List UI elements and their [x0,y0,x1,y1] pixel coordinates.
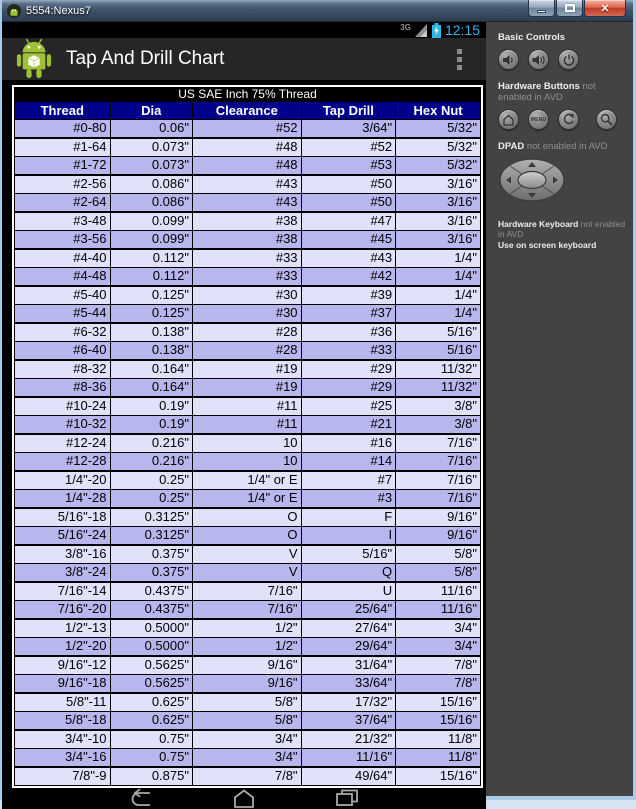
table-cell: 31/64" [301,656,396,675]
table-cell: 0.099" [110,231,192,250]
table-cell: 0.112" [110,249,192,268]
table-cell: #2-64 [15,194,111,213]
table-cell: 10 [192,453,301,472]
table-cell: 9/16" [192,656,301,675]
table-cell: 5/8" [192,693,301,712]
minimize-button[interactable] [528,0,555,17]
table-cell: 0.125" [110,286,192,305]
table-cell: 3/16" [396,194,481,213]
table-cell: #5-40 [15,286,111,305]
table-cell: #1-64 [15,138,111,157]
window-titlebar[interactable] [2,0,633,22]
table-cell: 3/4"-16 [15,749,111,768]
table-cell: #12-28 [15,453,111,472]
close-button[interactable] [584,0,626,17]
table-cell: 5/8"-18 [15,712,111,731]
table-cell: #10-24 [15,397,111,416]
table-row [15,490,481,509]
table-cell: 25/64" [301,601,396,620]
table-cell: 0.164" [110,379,192,398]
volume-down-button[interactable] [498,49,519,70]
back-icon [562,113,575,126]
menu-icon: MENU [530,116,547,123]
table-cell: 0.5000" [110,619,192,638]
table-cell: 7/8"-9 [15,767,111,786]
table-cell: 3/4" [192,730,301,749]
table-cell: 7/8" [396,675,481,694]
table-cell: 0.06" [110,120,192,139]
table-cell: 0.19" [110,397,192,416]
table-cell: 5/32" [396,138,481,157]
app-title: Tap And Drill Chart [66,48,225,69]
table-cell: 9/16"-12 [15,656,111,675]
hardware-keyboard-label: Hardware Keyboard not enabled in AVD [498,219,626,239]
table-cell: 15/16" [396,712,481,731]
table-cell: #29 [301,360,396,379]
table-cell: 3/4" [396,619,481,638]
table-cell: 27/64" [301,619,396,638]
table-cell: 0.216" [110,434,192,453]
power-icon [563,54,575,66]
table-cell: #45 [301,231,396,250]
table-cell: 1/4" or E [192,490,301,509]
android-nav-bar [2,788,486,809]
table-cell: 0.625" [110,693,192,712]
nav-recents-button[interactable] [334,788,360,809]
table-cell: #39 [301,286,396,305]
table-cell: #4-48 [15,268,111,287]
table-row [15,749,481,768]
table-cell: 9/16"-18 [15,675,111,694]
table-cell: 0.75" [110,730,192,749]
table-cell: #10-32 [15,416,111,435]
drill-table [14,101,481,786]
clock: 12:15 [444,22,480,38]
table-cell: 0.073" [110,138,192,157]
table-cell: 11/8" [396,730,481,749]
table-cell: #30 [192,286,301,305]
table-cell: 1/4" [396,286,481,305]
table-cell: 3/16" [396,212,481,231]
table-cell: #48 [192,157,301,176]
table-row [15,508,481,527]
table-cell: #8-36 [15,379,111,398]
table-cell: 0.086" [110,175,192,194]
table-row [15,693,481,712]
table-cell: 0.164" [110,360,192,379]
table-cell: #4-40 [15,249,111,268]
table-cell: 7/16" [396,434,481,453]
table-cell: 0.25" [110,490,192,509]
table-cell: #29 [301,379,396,398]
table-cell: #25 [301,397,396,416]
emulator-screen [2,22,486,796]
table-row [15,268,481,287]
table-row [15,120,481,139]
table-cell: 11/16" [396,601,481,620]
table-cell: 3/8" [396,397,481,416]
network-type-label: 3G [400,22,411,32]
table-cell: 9/16" [396,527,481,546]
home-icon [502,114,515,126]
table-cell: 1/4" [396,268,481,287]
table-row [15,286,481,305]
table-cell: 0.099" [110,212,192,231]
table-cell: 0.875" [110,767,192,786]
table-cell: 3/16" [396,175,481,194]
table-row [15,601,481,620]
signal-strength-icon [415,24,428,37]
table-cell: #3-48 [15,212,111,231]
col-thread: Thread [15,102,111,120]
table-cell: #53 [301,157,396,176]
table-cell: #7 [301,471,396,490]
table-cell: 1/2" [192,619,301,638]
table-row [15,656,481,675]
table-cell: 0.086" [110,194,192,213]
table-cell: 0.75" [110,749,192,768]
table-cell: 5/16"-24 [15,527,111,546]
table-cell: #48 [192,138,301,157]
window-title: 5554:Nexus7 [26,4,91,17]
maximize-button[interactable] [556,0,583,17]
table-cell: 7/8" [192,767,301,786]
table-title: US SAE Inch 75% Thread [14,87,481,101]
table-cell: #11 [192,416,301,435]
battery-charging-icon [432,23,441,38]
table-cell: 5/8" [192,712,301,731]
col-tap-drill: Tap Drill [301,102,396,120]
hardware-buttons-label: Hardware Buttons not enabled in AVD [498,81,596,103]
power-button[interactable] [558,49,579,70]
table-row [15,397,481,416]
table-cell: 3/16" [396,231,481,250]
table-cell: 0.4375" [110,582,192,601]
app-action-bar [2,38,486,80]
table-row [15,379,481,398]
table-cell: 7/16" [396,490,481,509]
table-row [15,231,481,250]
table-cell: 1/2"-13 [15,619,111,638]
table-row [15,619,481,638]
table-cell: 0.5625" [110,656,192,675]
table-cell: #52 [301,138,396,157]
table-cell: F [301,508,396,527]
table-cell: 3/4" [396,638,481,657]
close-icon: ✕ [600,2,610,15]
table-cell: #16 [301,434,396,453]
table-cell: 3/8"-24 [15,564,111,583]
table-cell: #2-56 [15,175,111,194]
table-cell: #30 [192,305,301,324]
drill-table-body [15,120,481,786]
table-row [15,712,481,731]
col-clearance: Clearance [192,102,301,120]
table-cell: 1/2" [192,638,301,657]
table-cell: #14 [301,453,396,472]
table-cell: 3/8"-16 [15,545,111,564]
table-cell: #19 [192,379,301,398]
table-cell: #42 [301,268,396,287]
table-cell: 49/64" [301,767,396,786]
keyboard-hint-label: Use on screen keyboard [498,240,597,250]
table-cell: 0.138" [110,342,192,361]
table-cell: 1/4" [396,305,481,324]
table-cell: 5/16"-18 [15,508,111,527]
table-row [15,545,481,564]
table-cell: 9/16" [192,675,301,694]
table-row [15,212,481,231]
table-row [15,360,481,379]
table-cell: 7/16"-20 [15,601,111,620]
volume-down-icon [502,54,515,66]
table-cell: 0.138" [110,323,192,342]
table-cell: 5/32" [396,120,481,139]
table-cell: #38 [192,231,301,250]
table-cell: 0.125" [110,305,192,324]
table-cell: #12-24 [15,434,111,453]
table-cell: #36 [301,323,396,342]
table-cell: 11/32" [396,379,481,398]
table-row [15,249,481,268]
table-cell: #28 [192,342,301,361]
volume-up-icon [532,54,546,66]
table-row [15,582,481,601]
table-row [15,730,481,749]
col-hex-nut: Hex Nut [396,102,481,120]
drill-chart-area[interactable] [2,80,486,788]
table-cell: 0.375" [110,564,192,583]
table-row [15,175,481,194]
table-cell: #8-32 [15,360,111,379]
table-cell: #43 [301,249,396,268]
table-cell: #6-40 [15,342,111,361]
table-cell: #28 [192,323,301,342]
table-cell: 10 [192,434,301,453]
table-cell: 0.375" [110,545,192,564]
table-cell: 5/8" [396,545,481,564]
table-cell: 0.216" [110,453,192,472]
table-row [15,638,481,657]
table-cell: 9/16" [396,508,481,527]
table-cell: 11/16" [396,582,481,601]
table-cell: 3/8" [396,416,481,435]
table-cell: 1/4"-28 [15,490,111,509]
table-cell: 3/4" [192,749,301,768]
dpad-control[interactable] [498,157,566,203]
table-cell: 1/4" [396,249,481,268]
table-cell: V [192,564,301,583]
table-row [15,564,481,583]
table-row [15,342,481,361]
table-row [15,434,481,453]
table-cell: 5/16" [396,342,481,361]
table-cell: 15/16" [396,693,481,712]
table-cell: #5-44 [15,305,111,324]
table-cell: 3/4"-10 [15,730,111,749]
table-cell: #43 [192,194,301,213]
table-row [15,767,481,786]
table-cell: 3/64" [301,120,396,139]
table-cell: 11/8" [396,749,481,768]
table-cell: Q [301,564,396,583]
table-cell: 0.3125" [110,527,192,546]
table-cell: #33 [301,342,396,361]
table-cell: 5/8" [396,564,481,583]
maximize-icon [565,4,575,12]
table-cell: 7/16" [396,453,481,472]
table-cell: 7/8" [396,656,481,675]
table-cell: 1/4"-20 [15,471,111,490]
basic-controls-label: Basic Controls [498,32,566,43]
android-robot-icon [15,38,53,80]
table-cell: #38 [192,212,301,231]
table-row [15,194,481,213]
menu-button[interactable] [528,109,549,130]
table-cell: #1-72 [15,157,111,176]
table-cell: 15/16" [396,767,481,786]
table-row [15,453,481,472]
minimize-icon [537,10,546,13]
table-cell: 5/32" [396,157,481,176]
table-cell: 0.073" [110,157,192,176]
table-cell: V [192,545,301,564]
table-cell: 17/32" [301,693,396,712]
table-cell: 29/64" [301,638,396,657]
emulator-control-panel [486,22,633,796]
table-cell: O [192,527,301,546]
table-cell: #43 [192,175,301,194]
table-cell: 7/16"-14 [15,582,111,601]
table-cell: #47 [301,212,396,231]
table-row [15,157,481,176]
table-cell: I [301,527,396,546]
table-row [15,305,481,324]
table-cell: #21 [301,416,396,435]
table-cell: 5/16" [301,545,396,564]
table-cell: #3-56 [15,231,111,250]
table-cell: 0.112" [110,268,192,287]
table-cell: 0.4375" [110,601,192,620]
table-cell: 7/16" [192,582,301,601]
table-cell: 33/64" [301,675,396,694]
table-cell: 21/32" [301,730,396,749]
home-button[interactable] [498,109,519,130]
table-cell: 5/16" [396,323,481,342]
table-cell: 0.3125" [110,508,192,527]
table-cell: #37 [301,305,396,324]
table-cell: #0-80 [15,120,111,139]
table-cell: 37/64" [301,712,396,731]
table-row [15,323,481,342]
table-row [15,527,481,546]
table-cell: #3 [301,490,396,509]
nav-home-button[interactable] [231,788,257,809]
table-cell: 0.5625" [110,675,192,694]
table-cell: 5/8"-11 [15,693,111,712]
table-cell: #52 [192,120,301,139]
table-cell: #33 [192,268,301,287]
search-icon [600,113,613,126]
table-cell: O [192,508,301,527]
col-dia: Dia [110,102,192,120]
table-cell: U [301,582,396,601]
table-cell: #50 [301,194,396,213]
table-cell: #6-32 [15,323,111,342]
table-header-row [15,102,481,120]
table-cell: 0.625" [110,712,192,731]
dpad-label: DPAD not enabled in AVD [498,141,608,152]
table-cell: #11 [192,397,301,416]
table-cell: 7/16" [192,601,301,620]
table-row [15,471,481,490]
table-cell: 11/16" [301,749,396,768]
android-status-bar [2,22,486,38]
android-window-icon [7,4,21,18]
table-cell: 7/16" [396,471,481,490]
volume-up-button[interactable] [528,49,549,70]
table-cell: 1/2"-20 [15,638,111,657]
table-cell: 0.19" [110,416,192,435]
search-button[interactable] [596,109,617,130]
table-cell: 0.25" [110,471,192,490]
table-cell: 1/4" or E [192,471,301,490]
table-cell: #50 [301,175,396,194]
nav-back-button[interactable] [128,788,154,809]
back-button[interactable] [558,109,579,130]
table-row [15,416,481,435]
table-cell: #33 [192,249,301,268]
table-row [15,675,481,694]
overflow-menu-icon[interactable] [457,49,462,70]
table-row [15,138,481,157]
table-cell: 11/32" [396,360,481,379]
table-cell: #19 [192,360,301,379]
table-cell: 0.5000" [110,638,192,657]
